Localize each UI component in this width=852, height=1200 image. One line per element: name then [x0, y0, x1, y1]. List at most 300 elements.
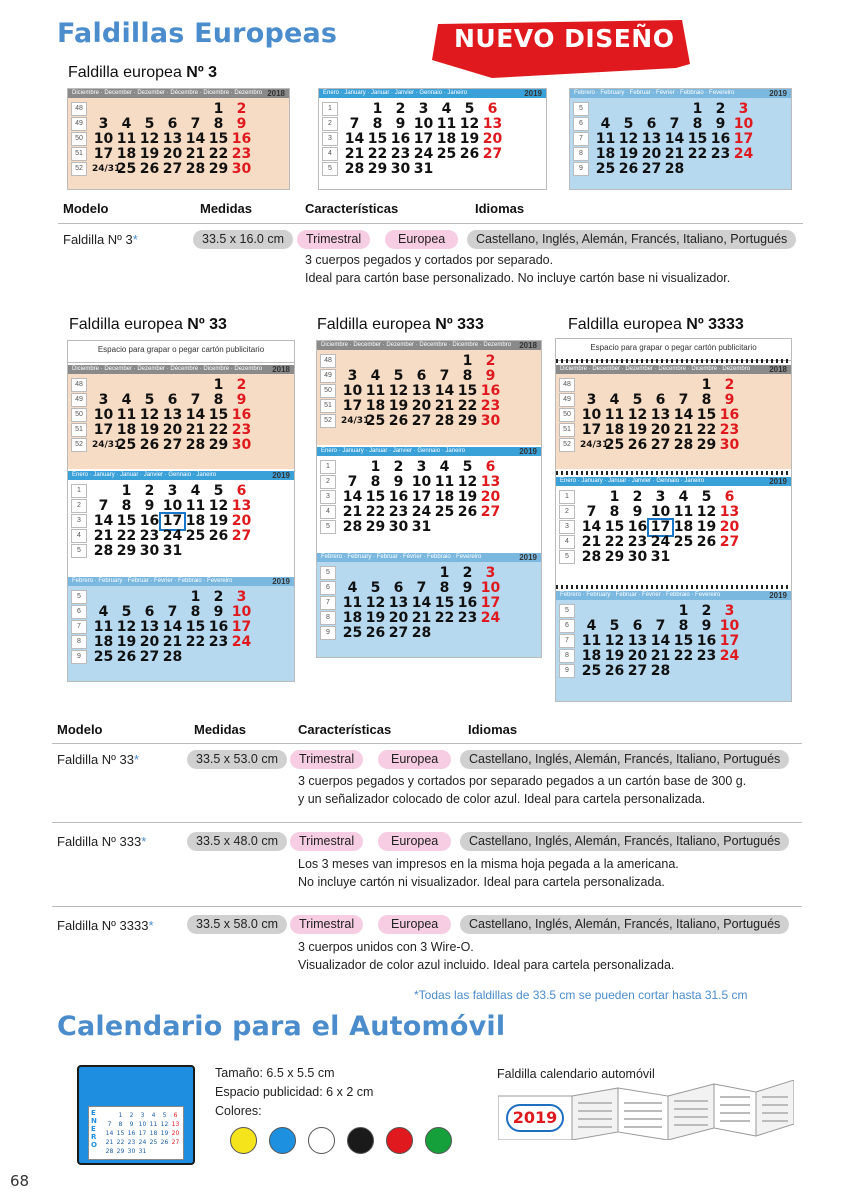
- day-cell: 23: [627, 534, 648, 550]
- month-header: Diciembre · December · Dezember · Décembre · Dicembre · Dezembro: [556, 365, 791, 374]
- week-number: 52: [559, 438, 575, 452]
- day-cell: 11: [365, 383, 386, 399]
- day-cell: [92, 102, 115, 117]
- day-cell: 4: [441, 101, 452, 117]
- day-cell: 22: [434, 610, 455, 626]
- mini-day-cell: 24: [138, 1139, 147, 1146]
- week-number: 3: [322, 132, 338, 146]
- day-cell: 9: [462, 580, 473, 596]
- day-cell: 5: [144, 116, 155, 132]
- day-cell: 14: [162, 619, 183, 635]
- day-cell: 17: [162, 513, 183, 529]
- day-cell: [138, 102, 161, 117]
- day-cell: 11: [673, 504, 694, 520]
- languages-pill: Castellano, Inglés, Alemán, Francés, Italiano, Portugués: [460, 832, 789, 851]
- color-swatch-yellow: [230, 1127, 257, 1154]
- day-cell: 21: [411, 610, 432, 626]
- day-cell: 8: [692, 116, 703, 132]
- day-cell: 31: [413, 161, 434, 177]
- mini-day-cell: 5: [162, 1112, 167, 1119]
- day-cell: 18: [604, 422, 625, 438]
- week-number: 9: [320, 626, 336, 640]
- day-cell: 16: [390, 131, 411, 147]
- day-cell: 16: [719, 407, 740, 423]
- day-cell: 7: [349, 116, 360, 132]
- week-number: 48: [320, 354, 336, 368]
- day-cell: [92, 378, 115, 393]
- week-number: 49: [71, 393, 87, 407]
- month-year: 2019: [272, 471, 290, 480]
- mini-day-cell: 11: [149, 1121, 158, 1128]
- day-cell: 11: [116, 131, 137, 147]
- mini-day-cell: [159, 1147, 170, 1156]
- week-number: 9: [573, 162, 589, 176]
- day-cell: 5: [623, 116, 634, 132]
- day-cell: 31: [411, 519, 432, 535]
- ad-space-strip: Espacio para grapar o pegar cartón publicitario: [556, 339, 791, 361]
- day-cell: 1: [190, 589, 201, 605]
- day-cell: 15: [185, 619, 206, 635]
- day-cell: [433, 354, 456, 369]
- day-cell: 24/31: [92, 164, 121, 174]
- day-cell: 29: [116, 543, 137, 559]
- languages-pill: Castellano, Inglés, Alemán, Francés, Italiano, Portugués: [460, 750, 789, 769]
- day-cell: 24: [411, 504, 432, 520]
- week-number: 6: [573, 117, 589, 131]
- day-cell: 23: [719, 422, 740, 438]
- day-cell: 24: [231, 634, 252, 650]
- tag-trimestral: Trimestral: [290, 750, 363, 769]
- size-pill: 33.5 x 53.0 cm: [187, 750, 287, 769]
- tag-trimestral: Trimestral: [290, 915, 363, 934]
- day-cell: 5: [464, 101, 475, 117]
- day-cell: 28: [650, 663, 671, 679]
- day-cell: 15: [365, 489, 386, 505]
- day-cell: 12: [459, 116, 480, 132]
- languages-pill: Castellano, Inglés, Alemán, Francés, Italiano, Portugués: [460, 915, 789, 934]
- day-cell: 17: [480, 595, 501, 611]
- day-cell: 8: [462, 368, 473, 384]
- day-cell: 10: [231, 604, 252, 620]
- day-cell: 28: [411, 625, 432, 641]
- mini-day-cell: 22: [116, 1139, 125, 1146]
- week-number: 2: [71, 499, 87, 513]
- day-cell: [184, 650, 207, 665]
- day-cell: 26: [208, 528, 229, 544]
- day-cell: 24: [733, 146, 754, 162]
- month-year: 2019: [524, 89, 542, 98]
- day-cell: 19: [208, 513, 229, 529]
- day-cell: [341, 354, 364, 369]
- week-number: 4: [320, 505, 336, 519]
- mini-day-cell: 19: [160, 1130, 169, 1137]
- month-year: 2019: [519, 553, 537, 562]
- day-cell: [481, 162, 504, 177]
- wire-o: [556, 471, 791, 475]
- calendar-image-3333: [555, 338, 792, 702]
- day-cell: 6: [646, 116, 657, 132]
- faldilla-auto-label: Faldilla calendario automóvil: [497, 1067, 655, 1081]
- day-cell: 9: [236, 116, 247, 132]
- day-cell: 13: [162, 407, 183, 423]
- week-number: 50: [559, 408, 575, 422]
- week-number: 7: [320, 596, 336, 610]
- day-cell: 23: [696, 648, 717, 664]
- day-cell: 8: [678, 618, 689, 634]
- day-cell: 25: [365, 413, 386, 429]
- day-cell: 22: [457, 398, 478, 414]
- th-modelo: Modelo: [57, 722, 103, 737]
- day-cell: [387, 354, 410, 369]
- day-cell: 29: [457, 413, 478, 429]
- week-number: 6: [559, 619, 575, 633]
- day-cell: 20: [162, 146, 183, 162]
- month-year: 2019: [272, 577, 290, 586]
- day-cell: 6: [144, 604, 155, 620]
- mini-day-cell: [104, 1111, 115, 1120]
- day-cell: 16: [231, 407, 252, 423]
- day-cell: 30: [139, 543, 160, 559]
- day-cell: 24/31: [341, 416, 370, 426]
- week-number: 6: [71, 605, 87, 619]
- day-cell: [479, 626, 502, 641]
- day-cell: 3: [586, 392, 597, 408]
- day-cell: 21: [673, 422, 694, 438]
- day-cell: [410, 566, 433, 581]
- mini-day-cell: 14: [105, 1130, 114, 1137]
- day-cell: 12: [696, 504, 717, 520]
- week-number: 1: [320, 460, 336, 474]
- day-cell: 27: [231, 528, 252, 544]
- description: 3 cuerpos pegados y cortados por separado. Ideal para cartón base personalizado. No incluye cartón base ni visualizador.: [305, 253, 731, 285]
- day-cell: [732, 162, 755, 177]
- day-cell: 16: [231, 131, 252, 147]
- day-cell: [479, 520, 502, 535]
- color-swatch-green: [425, 1127, 452, 1154]
- week-number: 48: [71, 102, 87, 116]
- day-cell: 10: [719, 618, 740, 634]
- day-cell: [640, 102, 663, 117]
- day-cell: 26: [139, 437, 160, 453]
- day-cell: 13: [388, 595, 409, 611]
- day-cell: 17: [231, 619, 252, 635]
- week-number: 50: [320, 384, 336, 398]
- th-medidas: Medidas: [194, 722, 247, 737]
- week-number: 8: [71, 635, 87, 649]
- mini-day-cell: 13: [171, 1121, 180, 1128]
- day-cell: 17: [719, 633, 740, 649]
- week-number: 2: [322, 117, 338, 131]
- month-header: Enero · January · Januar · Janvier · Gennaio · Janeiro: [68, 471, 294, 480]
- tag-europea: Europea: [385, 230, 458, 249]
- day-cell: [626, 378, 649, 393]
- day-cell: 18: [93, 634, 114, 650]
- day-cell: 17: [650, 519, 671, 535]
- description: Los 3 meses van impresos en la misma hoja pegada a la americana. No incluye cartón ni visualizador. Ideal para cartela personalizada.: [298, 857, 679, 889]
- th-caracteristicas: Características: [298, 722, 392, 737]
- day-cell: 27: [162, 161, 183, 177]
- model-name: Faldilla Nº 333*: [57, 834, 147, 849]
- day-cell: 4: [98, 604, 109, 620]
- day-cell: [230, 544, 253, 559]
- week-number: 3: [559, 520, 575, 534]
- day-cell: 22: [208, 422, 229, 438]
- day-cell: 3: [236, 589, 247, 605]
- mini-day-cell: 2: [129, 1112, 134, 1119]
- month-header: Febrero · February · Februar · Février · Febbraio · Fevereiro: [570, 89, 791, 98]
- day-cell: 13: [719, 504, 740, 520]
- day-cell: 22: [185, 634, 206, 650]
- week-number: 49: [320, 369, 336, 383]
- day-cell: 26: [116, 649, 137, 665]
- year-badge: 2019: [506, 1104, 564, 1132]
- day-cell: 14: [185, 131, 206, 147]
- week-number: 8: [573, 147, 589, 161]
- day-cell: 2: [701, 603, 712, 619]
- day-cell: [695, 664, 718, 679]
- day-cell: 25: [581, 663, 602, 679]
- week-number: 51: [71, 147, 87, 161]
- day-cell: 7: [586, 504, 597, 520]
- th-idiomas: Idiomas: [468, 722, 518, 737]
- day-cell: 3: [98, 392, 109, 408]
- day-cell: 7: [190, 116, 201, 132]
- day-cell: 6: [724, 489, 735, 505]
- day-cell: 15: [457, 383, 478, 399]
- day-cell: [603, 604, 626, 619]
- day-cell: 5: [632, 392, 643, 408]
- day-cell: 31: [650, 549, 671, 565]
- tag-europea: Europea: [378, 750, 451, 769]
- month-year: 2019: [769, 477, 787, 486]
- day-cell: [343, 102, 366, 117]
- mini-day-cell: [148, 1147, 159, 1156]
- day-cell: 13: [231, 498, 252, 514]
- day-cell: 8: [439, 580, 450, 596]
- day-cell: 25: [673, 534, 694, 550]
- day-cell: 17: [342, 398, 363, 414]
- description: 3 cuerpos pegados y cortados por separado pegados a un cartón base de 300 g. y un señalizador colocado de color azul. Ideal para cartela personalizada.: [298, 774, 747, 806]
- day-cell: 15: [604, 519, 625, 535]
- day-cell: 26: [459, 146, 480, 162]
- month-header: Febrero · February · Februar · Février · Febbraio · Fevereiro: [317, 553, 541, 562]
- day-cell: 10: [650, 504, 671, 520]
- day-cell: 2: [236, 101, 247, 117]
- week-number: 52: [320, 414, 336, 428]
- day-cell: 14: [344, 131, 365, 147]
- week-number: 48: [559, 378, 575, 392]
- day-cell: 8: [372, 116, 383, 132]
- day-cell: 5: [144, 392, 155, 408]
- day-cell: [410, 354, 433, 369]
- day-cell: 2: [395, 101, 406, 117]
- day-cell: 5: [701, 489, 712, 505]
- day-cell: [603, 378, 626, 393]
- day-cell: 20: [231, 513, 252, 529]
- wire-o: [556, 585, 791, 589]
- day-cell: 21: [185, 146, 206, 162]
- day-cell: 21: [434, 398, 455, 414]
- day-cell: 2: [724, 377, 735, 393]
- mini-day-cell: 29: [116, 1148, 125, 1155]
- day-cell: 21: [650, 648, 671, 664]
- day-cell: [115, 590, 138, 605]
- day-cell: 1: [692, 101, 703, 117]
- month-header: Diciembre · December · Dezember · Décembre · Dicembre · Dezembro: [68, 365, 294, 374]
- day-cell: [709, 162, 732, 177]
- day-cell: 6: [167, 392, 178, 408]
- week-number: 49: [559, 393, 575, 407]
- day-cell: 23: [231, 422, 252, 438]
- day-cell: 18: [116, 146, 137, 162]
- day-cell: 1: [372, 101, 383, 117]
- day-cell: 18: [595, 146, 616, 162]
- nuevo-diseno-banner: [432, 20, 690, 78]
- day-cell: 18: [436, 131, 457, 147]
- day-cell: 8: [190, 604, 201, 620]
- day-cell: 13: [627, 633, 648, 649]
- month-year: 2018: [267, 89, 285, 98]
- week-number: 2: [559, 505, 575, 519]
- day-cell: 11: [595, 131, 616, 147]
- day-cell: 6: [485, 459, 496, 475]
- week-number: 5: [322, 162, 338, 176]
- day-cell: 30: [231, 161, 252, 177]
- day-cell: 11: [93, 619, 114, 635]
- month-header: Febrero · February · Februar · Février · Febbraio · Fevereiro: [68, 577, 294, 586]
- day-cell: 15: [696, 407, 717, 423]
- day-cell: 3: [98, 116, 109, 132]
- day-cell: [184, 544, 207, 559]
- day-cell: 4: [609, 392, 620, 408]
- day-cell: 6: [393, 580, 404, 596]
- week-number: 52: [71, 162, 87, 176]
- day-cell: 9: [144, 498, 155, 514]
- day-cell: 2: [485, 353, 496, 369]
- day-cell: 18: [673, 519, 694, 535]
- day-cell: 14: [581, 519, 602, 535]
- day-cell: 9: [632, 504, 643, 520]
- table-rule: [58, 223, 803, 224]
- day-cell: 19: [696, 519, 717, 535]
- day-cell: 20: [139, 634, 160, 650]
- day-cell: 1: [678, 603, 689, 619]
- day-cell: 14: [434, 383, 455, 399]
- day-cell: 13: [411, 383, 432, 399]
- day-cell: 3: [347, 368, 358, 384]
- day-cell: 1: [462, 353, 473, 369]
- day-cell: 10: [480, 580, 501, 596]
- day-cell: 15: [687, 131, 708, 147]
- day-cell: 19: [604, 648, 625, 664]
- day-cell: 7: [347, 474, 358, 490]
- day-cell: 25: [93, 649, 114, 665]
- day-cell: [138, 378, 161, 393]
- month-header: Diciembre · December · Dezember · Décembre · Dicembre · Dezembro: [317, 341, 541, 350]
- week-number: 3: [320, 490, 336, 504]
- day-cell: 11: [185, 498, 206, 514]
- day-cell: 28: [185, 437, 206, 453]
- day-cell: 19: [139, 422, 160, 438]
- day-cell: 30: [231, 437, 252, 453]
- day-cell: [433, 626, 456, 641]
- mini-day-cell: 15: [116, 1130, 125, 1137]
- day-cell: 19: [627, 422, 648, 438]
- week-number: 4: [559, 535, 575, 549]
- th-modelo: Modelo: [63, 201, 109, 216]
- day-cell: 18: [185, 513, 206, 529]
- day-cell: 30: [719, 437, 740, 453]
- day-cell: 4: [439, 459, 450, 475]
- day-cell: 26: [139, 161, 160, 177]
- day-cell: [161, 102, 184, 117]
- day-cell: 17: [93, 422, 114, 438]
- day-cell: 30: [390, 161, 411, 177]
- day-cell: 28: [664, 161, 685, 177]
- day-cell: 12: [365, 595, 386, 611]
- day-cell: 28: [434, 413, 455, 429]
- day-cell: 10: [93, 131, 114, 147]
- color-swatch-black: [347, 1127, 374, 1154]
- day-cell: 16: [457, 595, 478, 611]
- day-cell: [617, 102, 640, 117]
- day-cell: [580, 604, 603, 619]
- day-cell: [718, 550, 741, 565]
- week-number: 8: [320, 611, 336, 625]
- day-cell: 9: [393, 474, 404, 490]
- day-cell: [580, 378, 603, 393]
- day-cell: 17: [93, 146, 114, 162]
- day-cell: 21: [664, 146, 685, 162]
- day-cell: 7: [416, 580, 427, 596]
- page-number: 68: [10, 1172, 30, 1190]
- day-cell: 16: [388, 489, 409, 505]
- mini-day-cell: 23: [127, 1139, 136, 1146]
- week-number: 1: [322, 102, 338, 116]
- banner-text: NUEVO DISEÑO: [454, 24, 675, 53]
- day-cell: 14: [342, 489, 363, 505]
- mini-day-cell: 1: [118, 1112, 123, 1119]
- day-cell: 18: [342, 610, 363, 626]
- month-header: Enero · January · Januar · Janvier · Gennaio · Janeiro: [319, 89, 546, 98]
- day-cell: 22: [367, 146, 388, 162]
- mini-day-cell: 12: [160, 1121, 169, 1128]
- day-cell: 1: [701, 377, 712, 393]
- day-cell: 23: [710, 146, 731, 162]
- day-cell: [686, 162, 709, 177]
- day-cell: 15: [673, 633, 694, 649]
- week-number: 48: [71, 378, 87, 392]
- day-cell: 8: [370, 474, 381, 490]
- th-caracteristicas: Características: [305, 201, 399, 216]
- day-cell: 2: [213, 589, 224, 605]
- day-cell: 17: [733, 131, 754, 147]
- day-cell: 28: [185, 161, 206, 177]
- day-cell: [92, 484, 115, 499]
- day-cell: 13: [641, 131, 662, 147]
- day-cell: 8: [701, 392, 712, 408]
- day-cell: 24: [162, 528, 183, 544]
- month-year: 2018: [272, 365, 290, 374]
- day-cell: 27: [162, 437, 183, 453]
- day-cell: 27: [641, 161, 662, 177]
- day-cell: 12: [116, 619, 137, 635]
- day-cell: 19: [618, 146, 639, 162]
- day-cell: 23: [139, 528, 160, 544]
- day-cell: 4: [121, 392, 132, 408]
- day-cell: 27: [388, 625, 409, 641]
- day-cell: 6: [487, 101, 498, 117]
